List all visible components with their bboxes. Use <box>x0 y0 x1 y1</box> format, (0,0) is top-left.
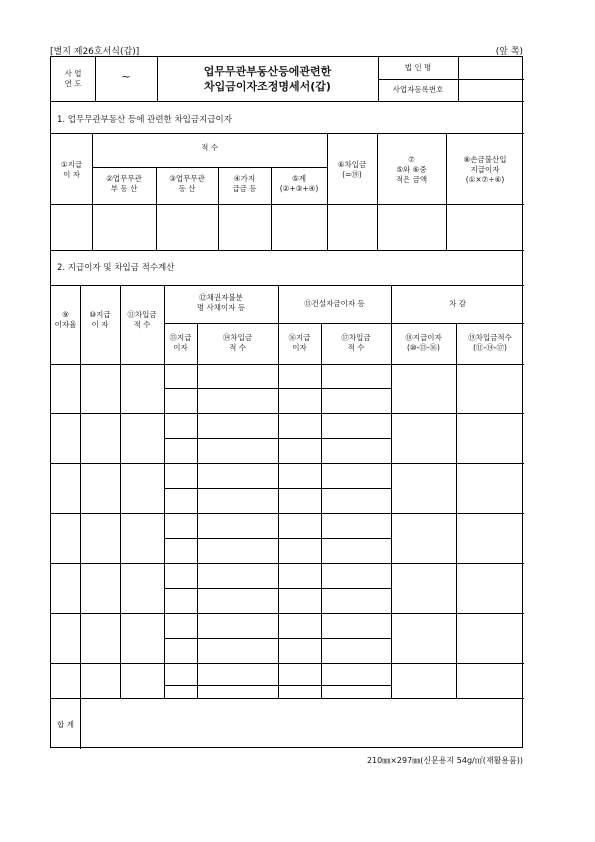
col10-interest-paid: ⑩지급 이 자 <box>89 310 111 329</box>
accumulated-sum-group: 적 수 <box>201 143 218 152</box>
col14-borrowing-sum: ⑭차입금 적 수 <box>222 333 253 352</box>
col7-lesser-amount: ⑦ ⑤와 ⑥중 적은 금액 <box>395 155 428 184</box>
col13-interest-paid: ⑬지급 이자 <box>169 333 192 352</box>
business-year-label: 사 업 연 도 <box>64 69 82 88</box>
corp-name-label: 법 인 명 <box>404 63 432 72</box>
col17-borrowing-sum: ⑰차입금 적 수 <box>341 333 371 352</box>
group-construction-interest: ⑮건설자금이자 등 <box>304 299 365 308</box>
biz-reg-number-label: 사업자등록번호 <box>392 85 444 94</box>
period-tilde: ~ <box>121 70 131 83</box>
interest-adjustment-form <box>50 56 523 748</box>
col2-nonbusiness-realestate: ②업무무관 부 동 산 <box>106 174 142 193</box>
col19-net-borrowing-sum: ⑲차입금적수 (⑪-⑭-⑰) <box>468 333 512 352</box>
form-number: [별지 제26호서식(갑)] <box>50 47 140 57</box>
col3-nonbusiness-movables: ③업무무관 동 산 <box>169 174 205 193</box>
col1-interest-paid: ①지급 이 자 <box>60 160 83 179</box>
form-title-line1: 업무무관부동산등에관련한 <box>203 65 332 78</box>
col16-interest-paid: ⑯지급 이자 <box>288 333 311 352</box>
form-title-line2: 차입금이자조정명세서(갑) <box>204 80 331 93</box>
col9-interest-rate: ⑨ 이자율 <box>54 310 77 329</box>
col4-provisional-payments: ④가지 급금 등 <box>232 174 257 193</box>
col5-total: ⑤계 (②+③+④) <box>279 174 319 193</box>
section2-heading: 2. 지급이자 및 차입금 적수계산 <box>57 263 175 273</box>
col8-nondeductible-interest: ⑧손금불산입 지급이자 (①×⑦÷⑥) <box>463 155 507 184</box>
group-net-difference: 차 감 <box>449 299 466 308</box>
paper-spec-footer: 210㎜×297㎜(신문용지 54g/㎡(재활용품)) <box>366 756 523 765</box>
page-side-label: (앞 쪽) <box>495 47 523 57</box>
group-unknown-creditor-interest: ⑫채권자불분 명 사채이자 등 <box>196 293 246 312</box>
section1-heading: 1. 업무무관부동산 등에 관련한 차입금지급이자 <box>57 115 232 125</box>
total-label: 합 계 <box>57 720 74 729</box>
col11-borrowing-sum: ⑪차입금 적 수 <box>127 310 157 329</box>
col6-borrowings: ⑥차입금 (=⑲) <box>337 160 367 179</box>
col18-net-interest: ⑱지급이자 (⑩-⑬-⑯) <box>405 333 442 352</box>
